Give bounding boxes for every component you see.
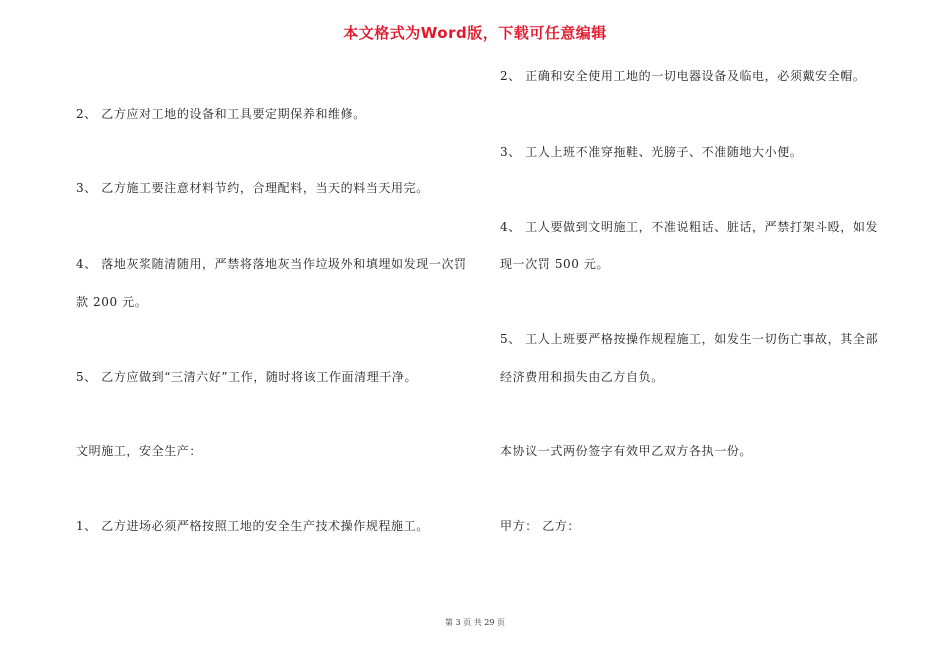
right-item-4-line1: 4、 工人要做到文明施工，不准说粗话、脏话，严禁打架斗殴，如发	[500, 220, 879, 234]
left-safety-item-1: 1、 乙方进场必须严格按照工地的安全生产技术操作规程施工。	[76, 519, 429, 533]
left-item-2: 2、 乙方应对工地的设备和工具要定期保养和维修。	[76, 107, 366, 121]
left-item-4-line1: 4、 落地灰浆随清随用，严禁将落地灰当作垃圾外和填埋如发现一次罚	[76, 257, 467, 271]
left-item-5: 5、 乙方应做到“三清六好”工作，随时将该工作面清理干净。	[76, 370, 418, 384]
section-heading: 文明施工，安全生产：	[76, 444, 203, 458]
right-item-5-line2: 经济费用和损失由乙方自负。	[500, 370, 664, 384]
left-item-4-line2: 款 200 元。	[76, 295, 148, 309]
right-item-3: 3、 工人上班不准穿拖鞋、光膀子、不准随地大小便。	[500, 145, 803, 159]
right-item-2: 2、 正确和安全使用工地的一切电器设备及临电，必须戴安全帽。	[500, 69, 866, 83]
signature-line: 甲方： 乙方：	[500, 519, 581, 533]
left-item-3: 3、 乙方施工要注意材料节约，合理配料，当天的料当天用完。	[76, 181, 429, 195]
agreement-statement: 本协议一式两份签字有效甲乙双方各执一份。	[500, 444, 753, 458]
right-item-4-line2: 现一次罚 500 元。	[500, 257, 610, 271]
right-item-5-line1: 5、 工人上班要严格按操作规程施工，如发生一切伤亡事故，其全部	[500, 332, 879, 346]
download-banner: 本文格式为Word版，下载可任意编辑	[343, 24, 607, 42]
page-number: 第 3 页 共 29 页	[445, 618, 505, 627]
